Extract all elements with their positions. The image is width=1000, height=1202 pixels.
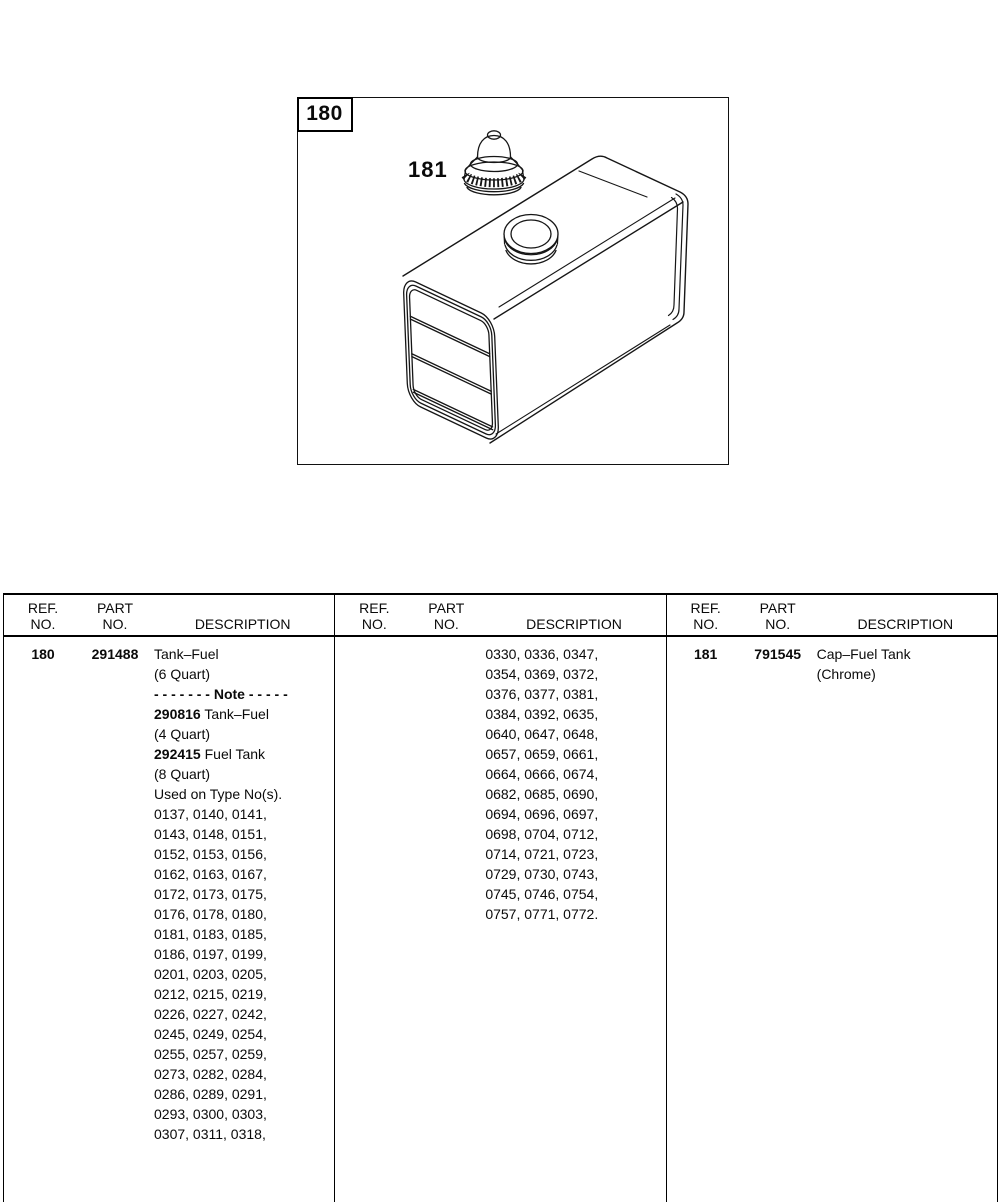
tank-left-frame	[403, 276, 499, 444]
description-line: 0286, 0289, 0291,	[154, 1086, 267, 1102]
description-line: 0172, 0173, 0175,	[154, 886, 267, 902]
description-line: 0212, 0215, 0219,	[154, 986, 267, 1002]
part-no-header: PART NO.	[428, 600, 465, 632]
filler-neck	[504, 215, 558, 264]
description-line: (8 Quart)	[154, 766, 211, 782]
description-line: 0694, 0696, 0697,	[485, 806, 599, 822]
ref-no-header: REF. NO.	[690, 600, 721, 632]
fuel-cap-drawing	[464, 131, 524, 195]
description-line: (Chrome)	[816, 666, 876, 682]
description-line: (6 Quart)	[154, 666, 211, 682]
table-column-group-1	[4, 595, 334, 1202]
description-line: 0176, 0178, 0180,	[154, 906, 267, 922]
description-line: 0137, 0140, 0141,	[154, 806, 267, 822]
description-line: 0273, 0282, 0284,	[154, 1066, 267, 1082]
part-no-header: PART NO.	[96, 600, 134, 632]
ref-no-header: REF. NO.	[27, 600, 59, 632]
description-line: 0757, 0771, 0772.	[485, 906, 599, 922]
table-header	[335, 595, 665, 637]
description-line: 0330, 0336, 0347,	[485, 646, 599, 662]
part-no-cell: 291488	[91, 646, 139, 662]
description-line: 0354, 0369, 0372,	[485, 666, 599, 682]
description-line: 0384, 0392, 0635,	[485, 706, 599, 722]
description-line: 0181, 0183, 0185,	[154, 926, 267, 942]
description-line: 0657, 0659, 0661,	[485, 746, 599, 762]
description-line: - - - - - - - Note - - - - -	[154, 686, 288, 702]
parts-table	[3, 593, 998, 1202]
part-no-header: PART NO.	[759, 600, 796, 632]
description-line: 0293, 0300, 0303,	[154, 1106, 267, 1122]
table-column-group-2	[334, 595, 665, 1202]
description-line: 0245, 0249, 0254,	[154, 1026, 267, 1042]
figure-ref-badge	[297, 97, 353, 132]
description-line: 0376, 0377, 0381,	[485, 686, 599, 702]
description-line: 0186, 0197, 0199,	[154, 946, 267, 962]
description-line: 0745, 0746, 0754,	[485, 886, 599, 902]
ref-no-cell	[338, 644, 410, 1202]
description-line: (4 Quart)	[154, 726, 211, 742]
table-header	[4, 595, 334, 637]
description-line: 0729, 0730, 0743,	[485, 866, 599, 882]
description-line: 0143, 0148, 0151,	[154, 826, 267, 842]
description-header: DESCRIPTION	[857, 616, 954, 632]
description-line: 0226, 0227, 0242,	[154, 1006, 267, 1022]
description-header: DESCRIPTION	[194, 616, 291, 632]
description-line: Tank–Fuel	[154, 646, 219, 662]
part-no-cell	[410, 644, 482, 1202]
part-no-cell: 791545	[754, 646, 802, 662]
cap-ref-label: 181	[408, 157, 448, 182]
table-column-group-3	[666, 595, 997, 1202]
description-line: 0201, 0203, 0205,	[154, 966, 267, 982]
description-line: 0640, 0647, 0648,	[485, 726, 599, 742]
description-line: Used on Type No(s).	[154, 786, 283, 802]
description-line: 0698, 0704, 0712,	[485, 826, 599, 842]
description-line: 290816 Tank–Fuel	[154, 706, 269, 722]
table-row	[4, 637, 334, 1202]
description-line: 0664, 0666, 0674,	[485, 766, 599, 782]
description-cell	[482, 644, 665, 1202]
description-line: 0162, 0163, 0167,	[154, 866, 267, 882]
figure-ref-badge-label: 180	[306, 102, 343, 125]
figure-panel	[297, 97, 729, 465]
description-line: 292415 Fuel Tank	[154, 746, 266, 762]
description-line: Cap–Fuel Tank	[816, 646, 911, 662]
description-line: 0152, 0153, 0156,	[154, 846, 267, 862]
fuel-tank-illustration	[298, 98, 725, 461]
description-line: 0682, 0685, 0690,	[485, 786, 599, 802]
table-row	[335, 637, 665, 1202]
table-row	[667, 637, 997, 1202]
ref-no-cell: 180	[31, 646, 55, 662]
table-header	[667, 595, 997, 637]
ref-no-header: REF. NO.	[359, 600, 390, 632]
description-line: 0714, 0721, 0723,	[485, 846, 599, 862]
description-header: DESCRIPTION	[526, 616, 622, 632]
description-line: 0255, 0257, 0259,	[154, 1046, 267, 1062]
description-cell	[151, 644, 334, 1202]
description-line: 0307, 0311, 0318,	[154, 1126, 266, 1142]
ref-no-cell: 181	[693, 646, 718, 662]
description-cell	[814, 644, 997, 1202]
